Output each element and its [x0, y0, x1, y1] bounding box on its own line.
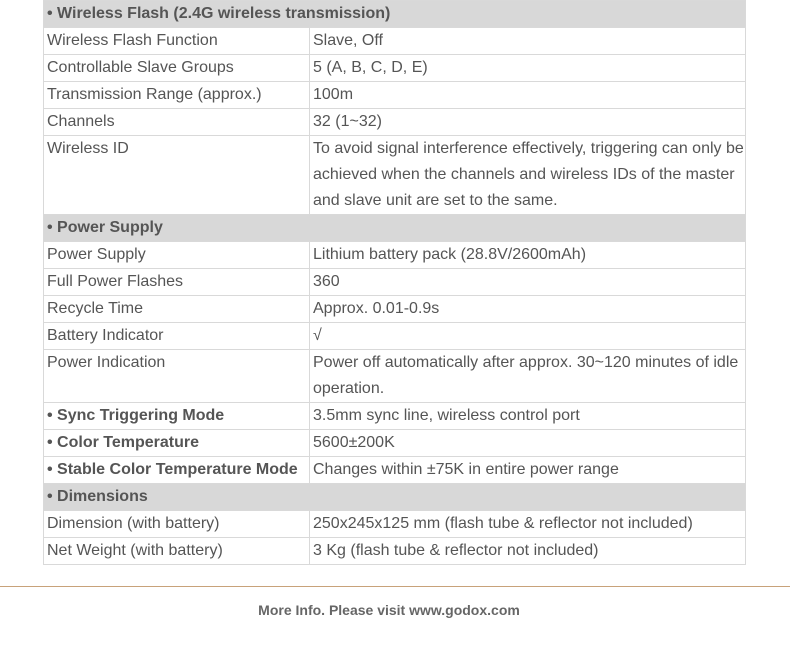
table-row: [44, 136, 746, 215]
spec-value: 3 Kg (flash tube & reflector not included): [310, 538, 746, 565]
spec-label: Power Indication: [44, 350, 310, 403]
section-header-dimensions: [44, 484, 746, 511]
table-row: [44, 82, 746, 109]
spec-label: Full Power Flashes: [44, 269, 310, 296]
spec-label: Transmission Range (approx.): [44, 82, 310, 109]
table-row: [44, 323, 746, 350]
spec-value: Approx. 0.01-0.9s: [310, 296, 746, 323]
section-title: • Wireless Flash (2.4G wireless transmission): [44, 1, 746, 28]
footer-info-text: More Info. Please visit www.godox.com: [258, 602, 520, 618]
spec-label: Channels: [44, 109, 310, 136]
spec-label: • Sync Triggering Mode: [44, 403, 310, 430]
table-row: [44, 269, 746, 296]
spec-label: Power Supply: [44, 242, 310, 269]
spec-label: Wireless Flash Function: [44, 28, 310, 55]
table-row: [44, 350, 746, 403]
spec-label: Dimension (with battery): [44, 511, 310, 538]
spec-value: Changes within ±75K in entire power range: [310, 457, 746, 484]
spec-value: Slave, Off: [310, 28, 746, 55]
table-row: [44, 28, 746, 55]
spec-label: • Stable Color Temperature Mode: [44, 457, 310, 484]
spec-label: • Color Temperature: [44, 430, 310, 457]
table-row: [44, 457, 746, 484]
section-title: • Dimensions: [44, 484, 746, 511]
spec-label: Wireless ID: [44, 136, 310, 215]
table-row: [44, 109, 746, 136]
spec-value: √: [310, 323, 746, 350]
spec-table: [43, 0, 746, 565]
footer-divider: [0, 586, 790, 587]
table-row: [44, 430, 746, 457]
spec-value: Lithium battery pack (28.8V/2600mAh): [310, 242, 746, 269]
spec-value: 32 (1~32): [310, 109, 746, 136]
table-row: [44, 296, 746, 323]
section-title: • Power Supply: [44, 215, 746, 242]
spec-label: Net Weight (with battery): [44, 538, 310, 565]
spec-value: 5 (A, B, C, D, E): [310, 55, 746, 82]
spec-label: Controllable Slave Groups: [44, 55, 310, 82]
spec-value: 3.5mm sync line, wireless control port: [310, 403, 746, 430]
spec-value: To avoid signal interference effectively, triggering can only be achieved when the channels and wireless IDs of the master and slave unit are set to the same.: [310, 136, 746, 215]
table-row: [44, 55, 746, 82]
table-row: [44, 538, 746, 565]
table-row: [44, 403, 746, 430]
section-header-wireless: [44, 1, 746, 28]
table-row: [44, 242, 746, 269]
spec-value: 250x245x125 mm (flash tube & reflector not included): [310, 511, 746, 538]
spec-label: Recycle Time: [44, 296, 310, 323]
spec-value: 5600±200K: [310, 430, 746, 457]
spec-value: 100m: [310, 82, 746, 109]
spec-value: Power off automatically after approx. 30~120 minutes of idle operation.: [310, 350, 746, 403]
spec-value: 360: [310, 269, 746, 296]
table-row: [44, 511, 746, 538]
section-header-power: [44, 215, 746, 242]
spec-label: Battery Indicator: [44, 323, 310, 350]
